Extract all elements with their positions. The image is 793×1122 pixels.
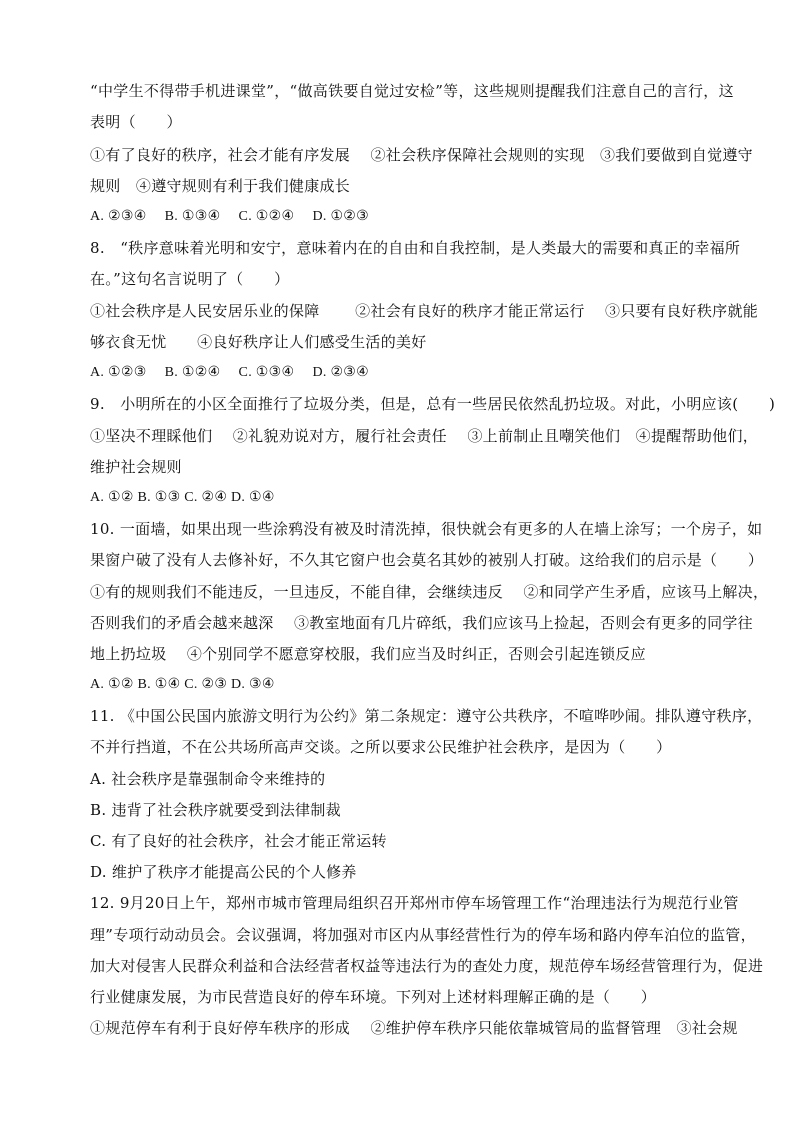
q10-stem-line-1: 10. 一面墙，如果出现一些涂鸦没有被及时清洗掉，很快就会有更多的人在墙上涂写；一个房子，如	[90, 520, 763, 538]
q7-statements-line-2: 规则 ④遵守规则有利于我们健康成长	[90, 177, 351, 195]
q11-stem-line-1: 11. 《中国公民国内旅游文明行为公约》第二条规定：遵守公共秩序，不喧哗吵闹。排队遵守秩序，	[90, 707, 763, 725]
q7-options: A. ②③④ B. ①③④ C. ①②④ D. ①②③	[90, 209, 370, 224]
q8-stem-line-2: 在。”这句名言说明了（ ）	[90, 270, 290, 288]
q11-option-a: A. 社会秩序是靠强制命令来维持的	[90, 770, 326, 788]
q12-stem-line-2: 理”专项行动动员会。会议强调，将加强对市区内从事经营性行为的停车场和路内停车泊位的监管，	[90, 926, 756, 944]
q7-stem-line-1: “中学生不得带手机进课堂”，“做高铁要自觉过安检”等，这些规则提醒我们注意自己的言行，这	[90, 82, 734, 100]
q12-stem-line-1: 12. 9月20日上午，郑州市城市管理局组织召开郑州市停车场管理工作“治理违法行为规范行业管	[90, 894, 739, 912]
q11-option-c: C. 有了良好的社会秩序，社会才能正常运转	[90, 832, 387, 850]
q10-options: A. ①② B. ①④ C. ②③ D. ③④	[90, 677, 275, 692]
q8-statements-line-2: 够衣食无忧 ④良好秩序让人们感受生活的美好	[90, 333, 427, 351]
q10-statements-line-3: 地上扔垃圾 ④个别同学不愿意穿校服，我们应当及时纠正，否则会引起连锁反应	[90, 645, 646, 663]
q8-stem-line-1: 8. “秩序意味着光明和安宁，意味着内在的自由和自我控制，是人类最大的需要和真正的幸福所	[90, 239, 741, 257]
q12-statements-line-1: ①规范停车有利于良好停车秩序的形成 ②维护停车秩序只能依靠城管局的监督管理 ③社会规	[90, 1019, 738, 1037]
q7-stem-line-2: 表明（ ）	[90, 113, 182, 131]
q9-statements-line-1: ①坚决不理睬他们 ②礼貌劝说对方，履行社会责任 ③上前制止且嘲笑他们 ④提醒帮助他们，	[90, 427, 759, 445]
q9-stem: 9. 小明所在的小区全面推行了垃圾分类，但是，总有一些居民依然乱扔垃圾。对此，小明应该( )	[90, 395, 776, 413]
q11-option-d: D. 维护了秩序才能提高公民的个人修养	[90, 863, 357, 881]
q10-statements-line-1: ①有的规则我们不能违反，一旦违反，不能自律，会继续违反 ②和同学产生矛盾，应该马上解决，	[90, 583, 769, 601]
q7-statements-line-1: ①有了良好的秩序，社会才能有序发展 ②社会秩序保障社会规则的实现 ③我们要做到自觉遵守	[90, 146, 753, 164]
q9-options: A. ①② B. ①③ C. ②④ D. ①④	[90, 490, 275, 505]
q11-stem-line-2: 不并行挡道，不在公共场所高声交谈。之所以要求公民维护社会秩序，是因为（ ）	[90, 738, 672, 756]
q8-options: A. ①②③ B. ①②④ C. ①③④ D. ②③④	[90, 365, 370, 380]
q11-option-b: B. 违背了社会秩序就要受到法律制裁	[90, 801, 341, 819]
q9-statements-line-2: 维护社会规则	[90, 458, 182, 476]
q10-statements-line-2: 否则我们的矛盾会越来越深 ③教室地面有几片碎纸，我们应该马上捡起，否则会有更多的同学往	[90, 614, 753, 632]
q12-stem-line-3: 加大对侵害人民群众利益和合法经营者权益等违法行为的查处力度，规范停车场经营管理行为，促进	[90, 957, 764, 975]
q10-stem-line-2: 果窗户破了没有人去修补好，不久其它窗户也会莫名其妙的被别人打破。这给我们的启示是（ ）	[90, 551, 764, 569]
q12-stem-line-4: 行业健康发展，为市民营造良好的停车环境。下列对上述材料理解正确的是（ ）	[90, 988, 657, 1006]
q8-statements-line-1: ①社会秩序是人民安居乐业的保障 ②社会有良好的秩序才能正常运行 ③只要有良好秩序就能	[90, 302, 759, 320]
